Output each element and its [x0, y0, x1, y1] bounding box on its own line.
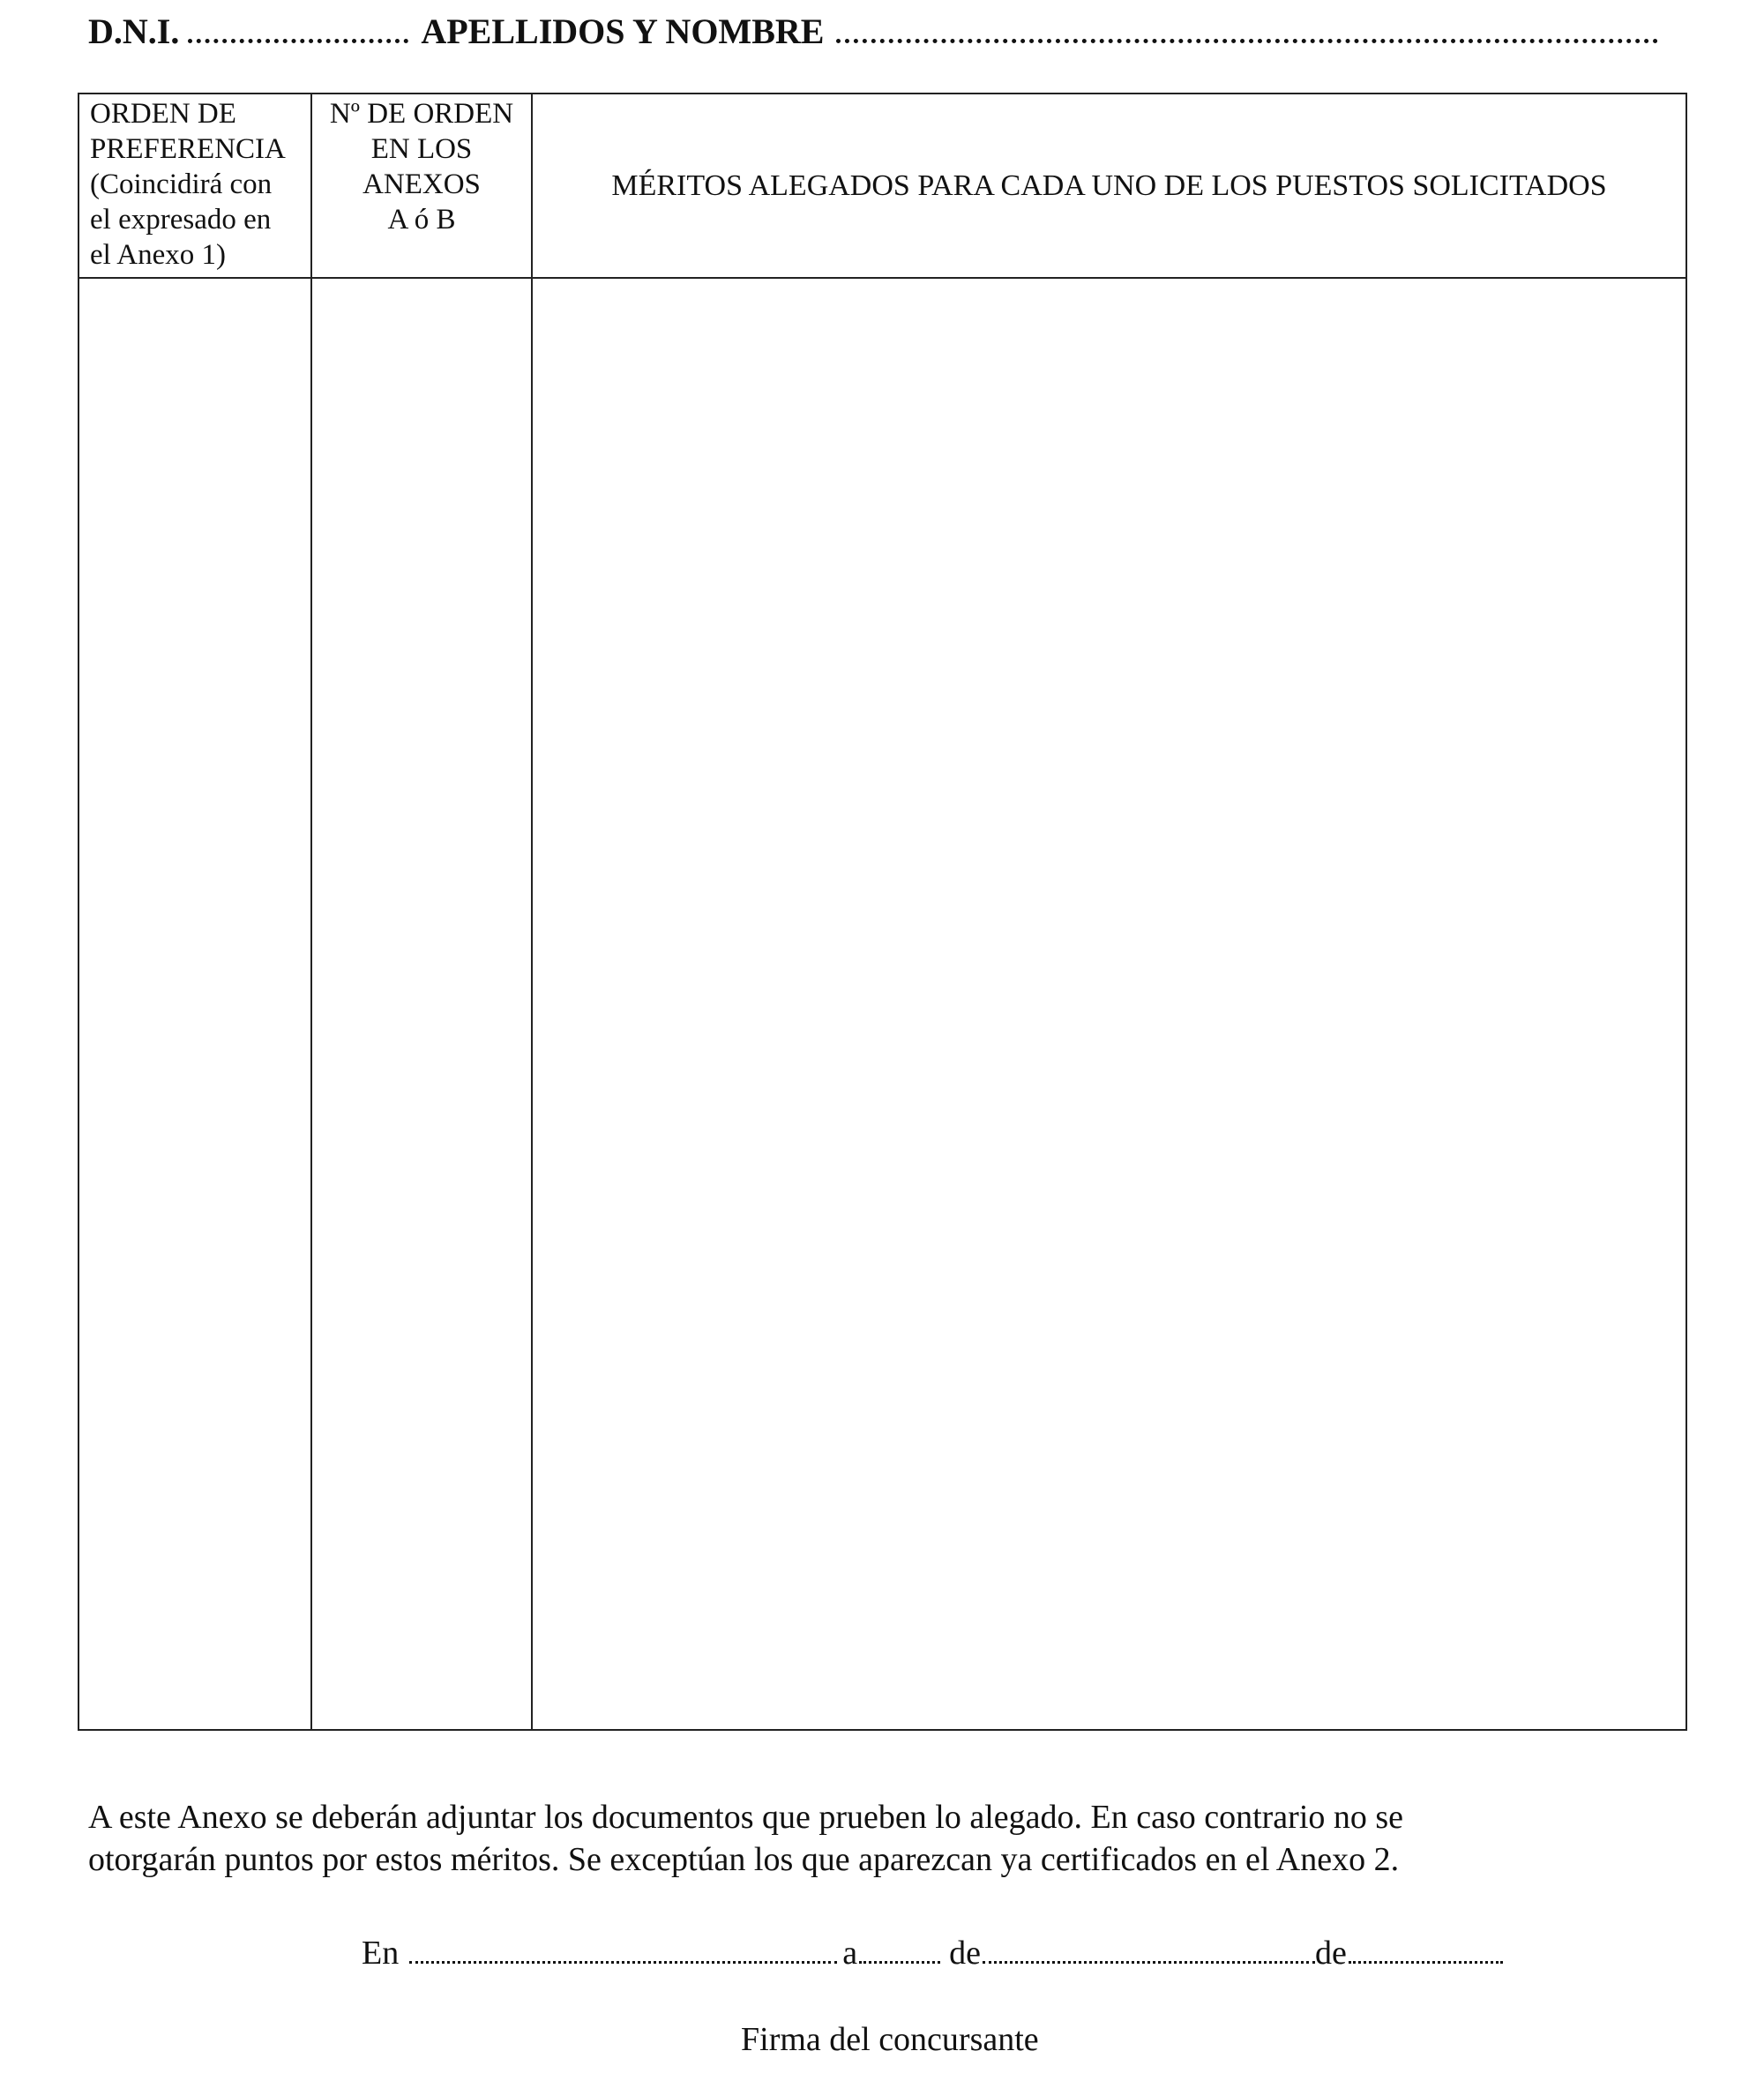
dni-field[interactable] [188, 16, 408, 43]
signature-label: Firma del concursante [741, 2021, 1039, 2058]
en-label: En [362, 1935, 400, 1972]
de-label-1: de [949, 1935, 981, 1972]
day-field[interactable] [859, 1938, 940, 1964]
year-field[interactable] [1349, 1938, 1503, 1964]
table-header-row [78, 94, 1686, 278]
annex-order-number-cell[interactable] [311, 278, 532, 1730]
column-header-annex-order-number: Nº DE ORDEN EN LOS ANEXOS A ó B [311, 94, 532, 278]
note-line-2: otorgarán puntos por estos méritos. Se exceptúan los que aparezcan ya certificados en el Anexo 2. [88, 1841, 1400, 1878]
name-field[interactable] [836, 16, 1658, 43]
merits-cell[interactable] [532, 278, 1686, 1730]
attachment-note [88, 1796, 1676, 1881]
place-date-line [362, 1934, 1503, 1972]
a-label: a [842, 1935, 858, 1972]
month-field[interactable] [983, 1938, 1315, 1964]
de-label-2: de [1314, 1935, 1347, 1972]
column-header-merits: MÉRITOS ALEGADOS PARA CADA UNO DE LOS PUESTOS SOLICITADOS [532, 94, 1686, 278]
column-header-preference-order: ORDEN DE PREFERENCIA (Coincidirá con el expresado en el Anexo 1) [78, 94, 311, 278]
merits-table [78, 93, 1687, 1731]
place-field[interactable] [409, 1938, 837, 1964]
name-label: APELLIDOS Y NOMBRE [421, 11, 825, 51]
preference-order-cell[interactable] [78, 278, 311, 1730]
applicant-header [88, 11, 1658, 55]
note-line-1: A este Anexo se deberán adjuntar los documentos que prueben lo alegado. En caso contrario no se [88, 1799, 1404, 1836]
dni-label: D.N.I. [88, 11, 180, 51]
table-row [78, 278, 1686, 1730]
